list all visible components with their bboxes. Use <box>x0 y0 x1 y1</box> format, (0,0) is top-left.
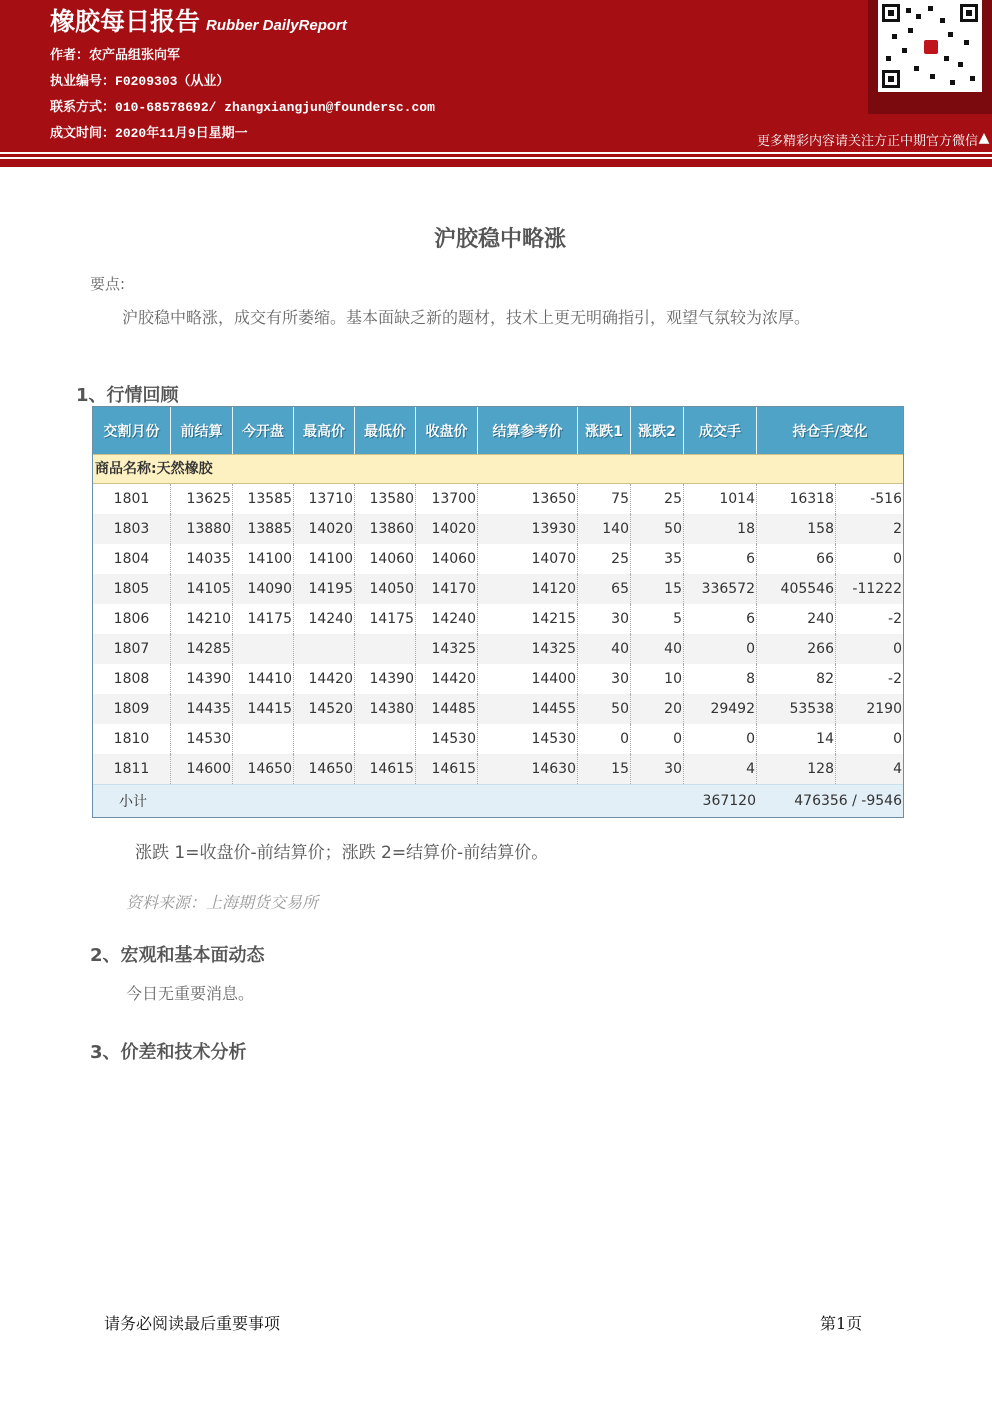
table-cell: 14100 <box>233 544 294 574</box>
table-cell: 405546 <box>757 574 836 604</box>
header-cell: 成交手 <box>684 407 757 454</box>
contact-value: 010-68578692/ zhangxiangjun@foundersc.com <box>115 100 435 115</box>
table-cell: 14285 <box>171 634 233 664</box>
table-cell: 14240 <box>294 604 355 634</box>
table-cell: 4 <box>684 754 757 784</box>
header-cell: 收盘价 <box>416 407 478 454</box>
table-cell: 25 <box>578 544 631 574</box>
table-cell <box>294 724 355 754</box>
table-cell: 14485 <box>416 694 478 724</box>
table-cell: 14600 <box>171 754 233 784</box>
table-cell: 14120 <box>478 574 578 604</box>
header-cell: 持仓手/变化 <box>792 423 868 440</box>
date-label: 成文时间： <box>50 126 116 141</box>
table-cell: 6 <box>684 544 757 574</box>
table-cell: -11222 <box>852 581 902 597</box>
up-arrow-icon: ▲ <box>978 130 990 146</box>
key-points-text: 沪胶稳中略涨，成交有所萎缩。基本面缺乏新的题材，技术上更无明确指引，观望气氛较为浓厚。 <box>122 308 811 327</box>
table-cell: 30 <box>578 604 631 634</box>
author-line <box>50 44 180 63</box>
qr-code-panel <box>868 0 992 114</box>
macro-text: 今日无重要消息。 <box>126 984 255 1003</box>
subtotal-open-interest: 476356 / -9546 <box>794 793 902 809</box>
table-cell: 1014 <box>684 484 757 514</box>
table-cell: 75 <box>578 484 631 514</box>
table-cell: 13885 <box>233 514 294 544</box>
table-cell: 30 <box>631 754 684 784</box>
table-cell: 13930 <box>478 514 578 544</box>
table-cell: 14325 <box>416 634 478 664</box>
table-cell: 14070 <box>478 544 578 574</box>
table-cell: 14210 <box>171 604 233 634</box>
table-row <box>93 604 903 634</box>
table-cell: 1805 <box>93 574 171 604</box>
subtotal-volume: 367120 <box>702 793 756 809</box>
table-cell: 14380 <box>355 694 416 724</box>
table-cell: 14615 <box>416 754 478 784</box>
table-cell: 0 <box>684 724 757 754</box>
header-cell: 前结算 <box>171 407 233 454</box>
table-cell: 13860 <box>355 514 416 544</box>
license-label: 执业编号： <box>50 74 116 89</box>
table-cell: 14615 <box>355 754 416 784</box>
table-cell: 2 <box>893 521 902 537</box>
table-cell: 1809 <box>93 694 171 724</box>
table-cell: 14455 <box>478 694 578 724</box>
table-cell: 15 <box>578 754 631 784</box>
table-cell: 40 <box>578 634 631 664</box>
table-cell: 14175 <box>233 604 294 634</box>
table-cell: 50 <box>578 694 631 724</box>
table-cell: 336572 <box>684 574 757 604</box>
report-title <box>50 2 347 38</box>
table-cell: 14390 <box>355 664 416 694</box>
date-line <box>50 122 248 141</box>
subtotal-row <box>93 784 903 817</box>
report-banner <box>0 0 992 152</box>
table-cell: 10 <box>631 664 684 694</box>
table-cell: 82 <box>757 664 836 694</box>
table-row <box>93 514 903 544</box>
table-cell: 140 <box>578 514 631 544</box>
header-cell: 结算参考价 <box>478 407 578 454</box>
table-cell: 14630 <box>478 754 578 784</box>
table-row <box>93 634 903 664</box>
table-cell: 14175 <box>355 604 416 634</box>
table-cell: 35 <box>631 544 684 574</box>
table-cell: -2 <box>888 611 902 627</box>
table-cell: 14390 <box>171 664 233 694</box>
table-cell: 14100 <box>294 544 355 574</box>
table-cell: 2190 <box>866 701 902 717</box>
table-cell: 14215 <box>478 604 578 634</box>
follow-wechat-text: 更多精彩内容请关注方正中期官方微信 <box>756 134 978 149</box>
table-cell: 14105 <box>171 574 233 604</box>
table-cell: 1803 <box>93 514 171 544</box>
table-cell: 13880 <box>171 514 233 544</box>
table-cell <box>233 724 294 754</box>
header-cell: 交割月份 <box>93 407 171 454</box>
qr-logo-icon <box>924 40 938 54</box>
table-cell: -516 <box>870 491 902 507</box>
table-cell: 13650 <box>478 484 578 514</box>
table-cell: 0 <box>631 724 684 754</box>
footer-disclaimer: 请务必阅读最后重要事项 <box>104 1314 281 1333</box>
table-cell: 8 <box>684 664 757 694</box>
author-label: 作者： <box>50 48 90 63</box>
table-cell: 14520 <box>294 694 355 724</box>
report-title-cn: 橡胶每日报告 <box>50 7 201 36</box>
table-cell: 0 <box>893 551 902 567</box>
table-cell: 16318 <box>757 484 836 514</box>
table-cell: 20 <box>631 694 684 724</box>
table-cell: 14050 <box>355 574 416 604</box>
table-cell: 14530 <box>171 724 233 754</box>
table-cell: 14195 <box>294 574 355 604</box>
table-cell: 25 <box>631 484 684 514</box>
author-value: 农产品组张向军 <box>89 48 181 63</box>
header-cell: 涨跌2 <box>631 407 684 454</box>
contact-line <box>50 96 435 115</box>
license-line <box>50 70 229 89</box>
data-source: 资料来源：上海期货交易所 <box>126 893 319 912</box>
table-cell: 14060 <box>416 544 478 574</box>
table-cell: 0 <box>684 634 757 664</box>
header-cell: 最低价 <box>355 407 416 454</box>
table-cell: 50 <box>631 514 684 544</box>
subtotal-label: 小计 <box>119 794 147 810</box>
table-cell: 40 <box>631 634 684 664</box>
table-cell: 0 <box>893 641 902 657</box>
table-cell: 14530 <box>416 724 478 754</box>
table-row <box>93 694 903 724</box>
table-row <box>93 574 903 604</box>
header-cell: 最高价 <box>294 407 355 454</box>
table-cell: 0 <box>578 724 631 754</box>
table-cell: 14420 <box>416 664 478 694</box>
table-row <box>93 724 903 754</box>
table-cell <box>355 724 416 754</box>
table-cell: 15 <box>631 574 684 604</box>
table-row <box>93 664 903 694</box>
table-cell: 14090 <box>233 574 294 604</box>
license-value: F0209303（从业） <box>115 74 230 89</box>
page-number: 第1页 <box>820 1314 863 1333</box>
table-cell: 14020 <box>416 514 478 544</box>
table-cell: 65 <box>578 574 631 604</box>
table-cell <box>294 634 355 664</box>
table-cell: 1806 <box>93 604 171 634</box>
table-cell <box>355 634 416 664</box>
table-cell: 1810 <box>93 724 171 754</box>
table-cell: 14240 <box>416 604 478 634</box>
section-technical: 3、价差和技术分析 <box>90 1042 247 1063</box>
table-cell: 14435 <box>171 694 233 724</box>
qr-code-icon <box>878 0 982 92</box>
table-cell: 13700 <box>416 484 478 514</box>
table-cell: 128 <box>757 754 836 784</box>
table-cell: 14170 <box>416 574 478 604</box>
table-cell: 0 <box>893 731 902 747</box>
change-formula-note: 涨跌 1=收盘价-前结算价；涨跌 2=结算价-前结算价。 <box>135 843 549 863</box>
table-cell: 14530 <box>478 724 578 754</box>
table-cell: 14325 <box>478 634 578 664</box>
table-cell: 13585 <box>233 484 294 514</box>
table-cell: 14410 <box>233 664 294 694</box>
table-cell: 66 <box>757 544 836 574</box>
contact-label: 联系方式： <box>50 100 116 115</box>
table-cell: 14400 <box>478 664 578 694</box>
table-cell: 1804 <box>93 544 171 574</box>
table-cell: 14035 <box>171 544 233 574</box>
table-cell: -2 <box>888 671 902 687</box>
table-cell: 1801 <box>93 484 171 514</box>
table-cell: 266 <box>757 634 836 664</box>
table-cell: 53538 <box>757 694 836 724</box>
table-cell: 14650 <box>294 754 355 784</box>
table-cell: 4 <box>893 761 902 777</box>
header-cell: 今开盘 <box>233 407 294 454</box>
market-table <box>92 406 904 818</box>
header-divider-thick <box>0 159 992 167</box>
table-body <box>93 484 903 784</box>
date-value: 2020年11月9日星期一 <box>115 126 248 141</box>
document-title: 沪胶稳中略涨 <box>433 227 566 252</box>
table-cell: 1807 <box>93 634 171 664</box>
report-title-en: Rubber DailyReport <box>206 17 347 34</box>
table-cell: 14650 <box>233 754 294 784</box>
table-row <box>93 484 903 514</box>
table-cell: 6 <box>684 604 757 634</box>
table-cell: 13625 <box>171 484 233 514</box>
table-cell: 30 <box>578 664 631 694</box>
table-cell: 14 <box>757 724 836 754</box>
table-cell: 18 <box>684 514 757 544</box>
section-macro: 2、宏观和基本面动态 <box>90 945 265 966</box>
header-cell: 涨跌1 <box>578 407 631 454</box>
table-cell: 158 <box>757 514 836 544</box>
table-cell: 29492 <box>684 694 757 724</box>
table-cell: 14420 <box>294 664 355 694</box>
table-row <box>93 754 903 784</box>
table-cell: 1811 <box>93 754 171 784</box>
product-name-row: 商品名称:天然橡胶 <box>93 454 903 484</box>
header-divider <box>0 154 992 157</box>
table-cell: 240 <box>757 604 836 634</box>
table-cell: 14020 <box>294 514 355 544</box>
table-row <box>93 544 903 574</box>
table-cell: 13580 <box>355 484 416 514</box>
table-cell: 13710 <box>294 484 355 514</box>
table-cell: 14060 <box>355 544 416 574</box>
key-points-label: 要点: <box>90 275 126 293</box>
table-cell <box>233 634 294 664</box>
table-header <box>93 407 903 454</box>
section-market-review: 1、行情回顾 <box>76 385 179 406</box>
table-cell: 5 <box>631 604 684 634</box>
table-cell: 14415 <box>233 694 294 724</box>
table-cell: 1808 <box>93 664 171 694</box>
